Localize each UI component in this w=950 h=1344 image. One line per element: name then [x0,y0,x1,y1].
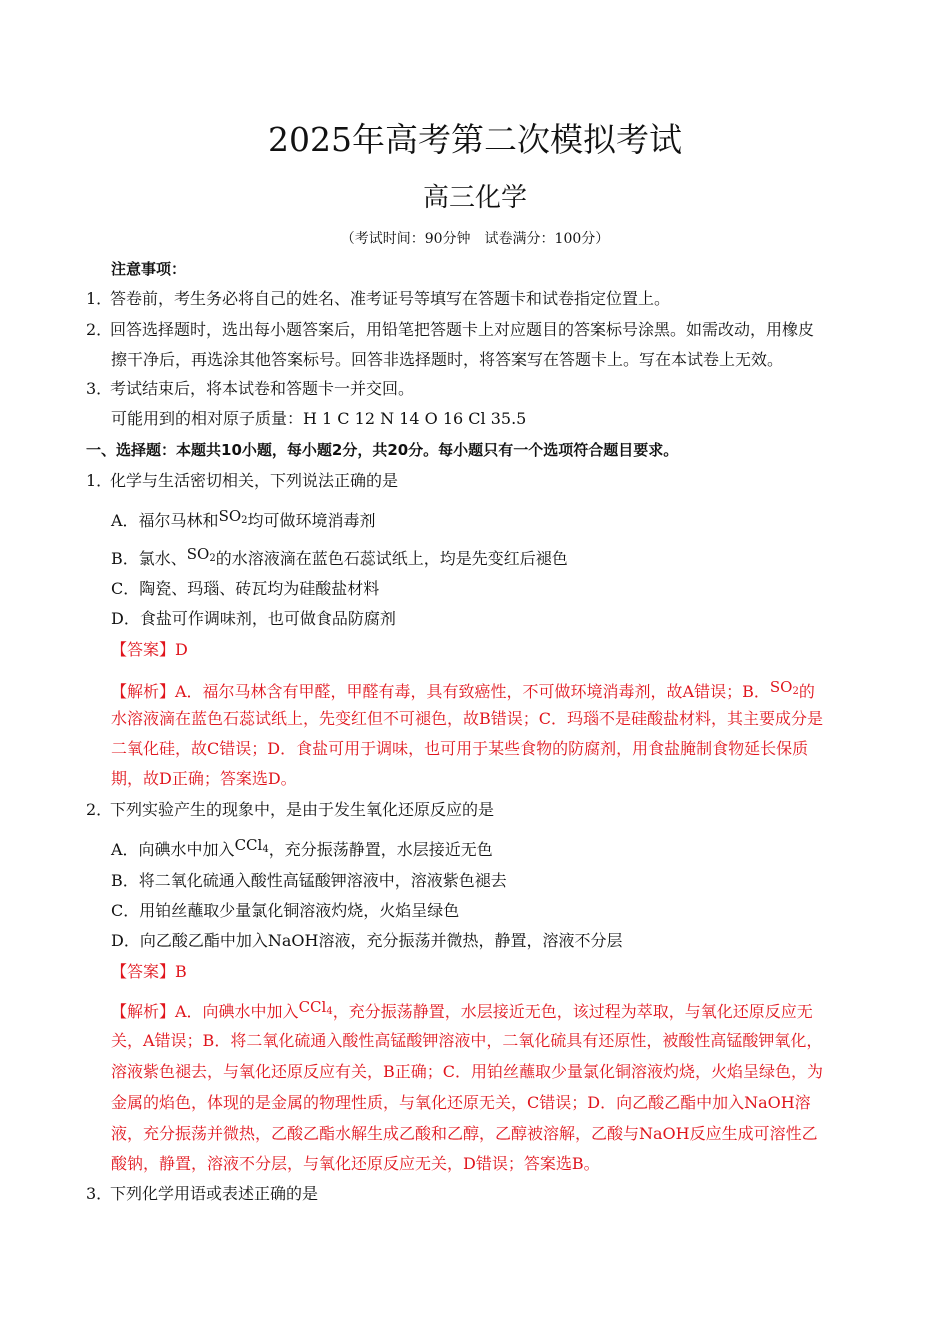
question-2-analysis-line-3: 溶液紫色褪去，与氧化还原反应有关，B正确；C．用铂丝蘸取少量氯化铜溶液灼烧，火焰呈绿色，为 [111,1062,824,1081]
question-2-option-d: D．向乙酸乙酯中加入NaOH溶液，充分振荡并微热，静置，溶液不分层 [111,931,623,950]
question-1-analysis-line-2: 水溶液滴在蓝色石蕊试纸上，先变红但不可褪色，故B错误；C．玛瑙不是硅酸盐材料，其主要成分是 [111,709,824,728]
question-number: 3． [86,1184,113,1203]
analysis-text: 【解析】A．福尔马林含有甲醛，甲醛有毒，具有致癌性，不可做环境消毒剂，故A错误；B． [111,682,770,701]
ccl4-formula: CCl$_4$ [298,998,333,1017]
question-text: 化学与生活密切相关，下列说法正确的是 [110,471,399,490]
question-1-answer: 【答案】D [111,640,188,659]
option-text: 均可做环境消毒剂 [247,511,376,530]
question-3-stem [86,1183,318,1205]
question-2-analysis-line-1 [111,996,813,1023]
notice-item-text: 答卷前，考生务必将自己的姓名、准考证号等填写在答题卡和试卷指定位置上。 [110,289,671,308]
notice-item-2-continued: 擦干净后，再选涂其他答案标号。回答非选择题时，将答案写在答题卡上。写在本试卷上无效。 [111,350,784,369]
question-1-analysis-line-3: 二氧化硅，故C错误；D．食盐可用于调味，也可用于某些食物的防腐剂，用食盐腌制食物延长保质 [111,739,809,758]
so2-formula: $SO_2$ [769,678,799,697]
question-1-stem [86,470,398,492]
notice-item-text: 考试结束后，将本试卷和答题卡一并交回。 [110,379,415,398]
notice-item-2 [86,319,814,341]
option-text: A．向碘水中加入 [111,840,235,859]
question-2-analysis-line-4: 金属的焰色，体现的是金属的物理性质，与氧化还原无关，C错误；D．向乙酸乙酯中加入NaOH溶 [111,1093,811,1112]
analysis-text: 【解析】A．向碘水中加入 [111,1002,299,1021]
section-heading: 一、选择题：本题共10小题，每小题2分，共20分。每小题只有一个选项符合题目要求。 [86,441,679,459]
ccl4-formula: CCl$_4$ [234,836,269,855]
atomic-mass-line: 可能用到的相对原子质量：H 1 C 12 N 14 O 16 Cl 35.5 [111,409,527,428]
notice-item-1 [86,288,670,310]
question-number: 1． [86,471,113,490]
question-2-option-c: C．用铂丝蘸取少量氯化铜溶液灼烧，火焰呈绿色 [111,901,460,920]
question-2-answer: 【答案】B [111,962,187,981]
exam-subtitle: 高三化学 [422,183,527,213]
question-2-analysis-line-6: 酸钠，静置，溶液不分层，与氧化还原反应无关，D错误；答案选B。 [111,1154,600,1173]
so2-formula: $SO_2$ [186,545,216,564]
analysis-text: 的 [798,682,815,701]
question-1-analysis-line-1 [111,676,815,703]
exam-info: （考试时间：90分钟 试卷满分：100分） [340,231,610,247]
exam-title: 2025年高考第二次模拟考试 [268,120,682,159]
question-1-option-b [111,543,568,570]
question-text: 下列实验产生的现象中，是由于发生氧化还原反应的是 [110,800,495,819]
notice-item-3 [86,378,414,400]
question-2-analysis-line-5: 液，充分振荡并微热，乙酸乙酯水解生成乙酸和乙醇，乙醇被溶解，乙酸与NaOH反应生成可溶性乙 [111,1124,818,1143]
option-text: ，充分振荡静置，水层接近无色 [268,840,493,859]
option-text: 的水溶液滴在蓝色石蕊试纸上，均是先变红后褪色 [215,549,568,568]
notice-item-number: 1． [86,289,113,308]
question-1-option-d: D．食盐可作调味剂，也可做食品防腐剂 [111,609,396,628]
notice-item-text: 回答选择题时，选出每小题答案后，用铅笔把答题卡上对应题目的答案标号涂黑。如需改动，用橡皮 [110,320,815,339]
question-2-stem [86,799,494,821]
so2-formula: $SO_2$ [218,507,248,526]
option-text: A．福尔马林和 [111,511,219,530]
question-2-option-b: B．将二氧化硫通入酸性高锰酸钾溶液中，溶液紫色褪去 [111,871,507,890]
question-1-analysis-line-4: 期，故D正确；答案选D。 [111,769,297,788]
question-2-option-a [111,834,493,861]
question-text: 下列化学用语或表述正确的是 [110,1184,319,1203]
question-1-option-c: C．陶瓷、玛瑙、砖瓦均为硅酸盐材料 [111,579,380,598]
notice-item-number: 2． [86,320,113,339]
question-2-analysis-line-2: 关，A错误；B．将二氧化硫通入酸性高锰酸钾溶液中，二氧化硫具有还原性，被酸性高锰酸钾氧化， [111,1031,823,1050]
question-1-option-a [111,505,376,532]
notice-heading: 注意事项： [111,260,187,278]
notice-item-number: 3． [86,379,113,398]
question-number: 2． [86,800,113,819]
option-text: B．氯水、 [111,549,187,568]
analysis-text: ，充分振荡静置，水层接近无色，该过程为萃取，与氧化还原反应无 [332,1002,813,1021]
